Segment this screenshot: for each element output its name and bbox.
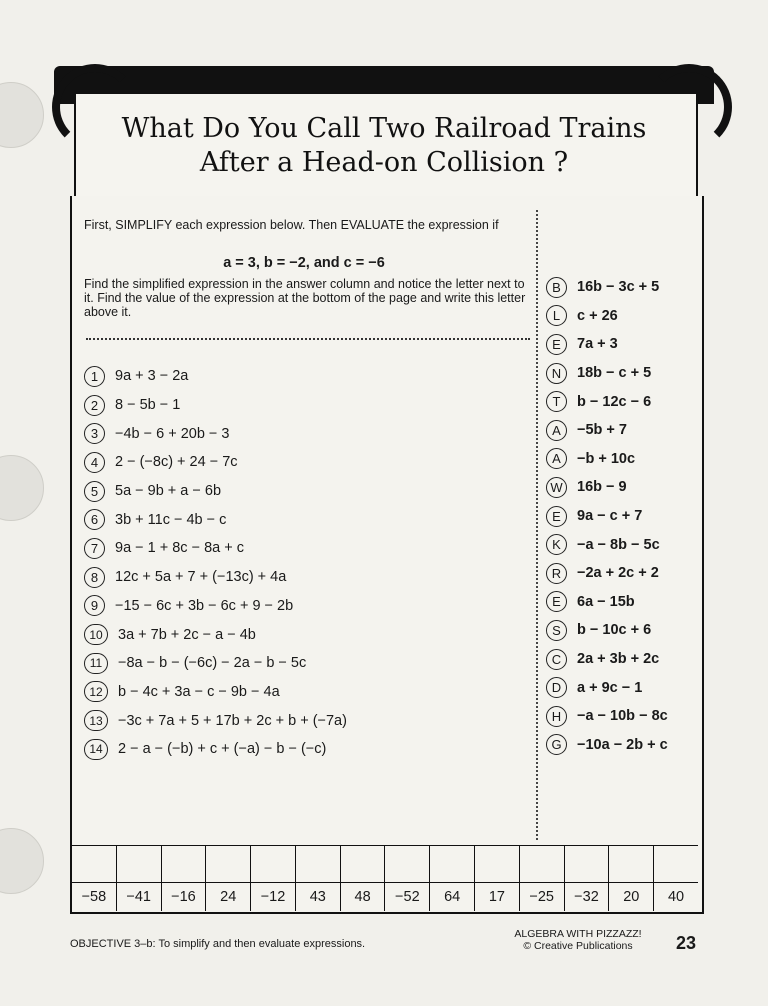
answer-row (546, 330, 706, 359)
answer-cell (117, 845, 162, 911)
variable-values: a = 3, b = −2, and c = −6 (223, 255, 385, 271)
problem-number: 13 (84, 710, 108, 731)
problem-row (84, 706, 534, 735)
answer-cell (565, 845, 610, 911)
problem-row (84, 620, 534, 649)
answer-expression: −10a − 2b + c (577, 736, 668, 753)
answer-letter: B (546, 277, 567, 298)
answer-letter: G (546, 734, 567, 755)
letter-blank[interactable] (296, 845, 340, 883)
answer-cell (475, 845, 520, 911)
problem-row (84, 563, 534, 592)
answer-row (546, 588, 706, 617)
copyright: © Creative Publications (523, 940, 633, 952)
problem-expression: 5a − 9b + a − 6b (115, 483, 222, 500)
answer-cell (206, 845, 251, 911)
problem-number: 9 (84, 595, 105, 616)
answer-expression: 16b − 3c + 5 (577, 279, 660, 296)
answer-row (546, 387, 706, 416)
letter-blank[interactable] (72, 845, 116, 883)
answer-expression: 9a − c + 7 (577, 508, 643, 525)
answer-letter: H (546, 706, 567, 727)
problem-number: 11 (84, 653, 108, 674)
letter-blank[interactable] (565, 845, 609, 883)
answer-cell (385, 845, 430, 911)
problem-list (84, 362, 534, 764)
problem-expression: −4b − 6 + 20b − 3 (115, 425, 230, 442)
problem-row (84, 362, 534, 391)
answer-letter: C (546, 649, 567, 670)
answer-letter: S (546, 620, 567, 641)
answer-expression: −a − 8b − 5c (577, 536, 660, 553)
answer-cell (72, 845, 117, 911)
answer-row (546, 445, 706, 474)
answer-cell (430, 845, 475, 911)
answer-cell (251, 845, 296, 911)
letter-blank[interactable] (162, 845, 206, 883)
problem-expression: 2 − (−8c) + 24 − 7c (115, 454, 238, 471)
answer-value: −58 (81, 889, 107, 905)
answer-row (546, 273, 706, 302)
answer-row (546, 702, 706, 731)
title-line-1: What Do You Call Two Railroad Trains (121, 113, 647, 144)
answer-row (546, 645, 706, 674)
answer-letter: W (546, 477, 567, 498)
answer-expression: −5b + 7 (577, 422, 627, 439)
answer-expression: b − 10c + 6 (577, 622, 652, 639)
problem-number: 7 (84, 538, 105, 559)
answer-value: 64 (444, 889, 461, 905)
problem-expression: 12c + 5a + 7 + (−13c) + 4a (115, 569, 287, 586)
answer-expression: 18b − c + 5 (577, 365, 652, 382)
problem-row (84, 678, 534, 707)
answer-cell (654, 845, 698, 911)
problem-row (84, 448, 534, 477)
answer-letter: E (546, 591, 567, 612)
answer-expression: −2a + 2c + 2 (577, 565, 659, 582)
answer-row (546, 673, 706, 702)
answer-value: 17 (488, 889, 505, 905)
answer-value: −32 (574, 889, 599, 905)
problem-expression: 9a − 1 + 8c − 8a + c (115, 540, 244, 557)
answer-value: −41 (126, 889, 151, 905)
answer-column (546, 273, 706, 759)
page-number: 23 (676, 933, 697, 953)
problem-expression: −8a − b − (−6c) − 2a − b − 5c (118, 655, 307, 672)
answer-grid (72, 845, 698, 911)
answer-row (546, 502, 706, 531)
problem-expression: −15 − 6c + 3b − 6c + 9 − 2b (115, 597, 294, 614)
answer-value: 48 (354, 889, 371, 905)
answer-row (546, 731, 706, 760)
problem-expression: 2 − a − (−b) + c + (−a) − b − (−c) (118, 741, 327, 758)
problem-expression: b − 4c + 3a − c − 9b − 4a (118, 683, 280, 700)
problem-expression: −3c + 7a + 5 + 17b + 2c + b + (−7a) (118, 712, 347, 729)
problem-row (84, 419, 534, 448)
letter-blank[interactable] (520, 845, 564, 883)
answer-row (546, 616, 706, 645)
letter-blank[interactable] (117, 845, 161, 883)
answer-cell (162, 845, 207, 911)
answer-cell (296, 845, 341, 911)
answer-value: −12 (260, 889, 286, 905)
problem-number: 1 (84, 366, 105, 387)
answer-row (546, 473, 706, 502)
instructions-part1: First, SIMPLIFY each expression below. Then EVALUATE the expression if (84, 218, 499, 232)
answer-expression: 6a − 15b (577, 593, 635, 610)
answer-letter: A (546, 420, 567, 441)
answer-expression: 7a + 3 (577, 336, 618, 353)
problem-number: 3 (84, 423, 105, 444)
problem-row (84, 592, 534, 621)
divider-line (86, 332, 530, 340)
answer-letter: D (546, 677, 567, 698)
answer-row (546, 530, 706, 559)
problem-number: 10 (84, 624, 108, 645)
problem-expression: 3a + 7b + 2c − a − 4b (118, 626, 256, 643)
answer-expression: b − 12c − 6 (577, 393, 652, 410)
answer-letter: N (546, 363, 567, 384)
answer-expression: 2a + 3b + 2c (577, 651, 660, 668)
problem-row (84, 534, 534, 563)
answer-value: 20 (623, 889, 640, 905)
problem-expression: 3b + 11c − 4b − c (115, 511, 227, 528)
answer-value: 40 (667, 889, 685, 905)
answer-letter: L (546, 305, 567, 326)
instructions-part2: Find the simplified expression in the answer column and notice the letter next to it. Find the value of the expression at the bottom of the page and write this letter above it. (84, 277, 526, 319)
letter-blank[interactable] (475, 845, 519, 883)
problem-expression: 8 − 5b − 1 (115, 397, 181, 414)
book-credit (472, 928, 684, 952)
problem-number: 5 (84, 481, 105, 502)
answer-cell (520, 845, 565, 911)
problem-row (84, 391, 534, 420)
answer-row (546, 559, 706, 588)
problem-number: 12 (84, 681, 108, 702)
book-title: ALGEBRA WITH PIZZAZZ! (514, 928, 642, 940)
answer-row (546, 359, 706, 388)
answer-expression: −a − 10b − 8c (577, 708, 668, 725)
answer-letter: K (546, 534, 567, 555)
answer-row (546, 302, 706, 331)
answer-expression: c + 26 (577, 307, 618, 324)
letter-blank[interactable] (251, 845, 295, 883)
objective-text: OBJECTIVE 3–b: To simplify and then evaluate expressions. (70, 938, 366, 950)
answer-expression: 16b − 9 (577, 479, 627, 496)
page-title (74, 112, 694, 180)
problem-row (84, 649, 534, 678)
answer-value: −16 (171, 889, 196, 905)
answer-letter: E (546, 506, 567, 527)
answer-expression: a + 9c − 1 (577, 679, 643, 696)
answer-letter: R (546, 563, 567, 584)
answer-row (546, 416, 706, 445)
letter-blank[interactable] (206, 845, 250, 883)
answer-value: −25 (529, 889, 554, 905)
problem-row (84, 735, 534, 764)
problem-row (84, 477, 534, 506)
answer-expression: −b + 10c (577, 450, 636, 467)
letter-blank[interactable] (341, 845, 385, 883)
answer-value: 43 (309, 889, 326, 905)
answer-letter: A (546, 448, 567, 469)
answer-value: 24 (220, 889, 237, 905)
answer-cell (341, 845, 386, 911)
letter-blank[interactable] (654, 845, 698, 883)
title-line-2: After a Head-on Collision ? (199, 147, 569, 178)
problem-number: 2 (84, 395, 105, 416)
problem-expression: 9a + 3 − 2a (115, 368, 189, 385)
answer-value: −52 (395, 889, 420, 905)
problem-number: 6 (84, 509, 105, 530)
problem-number: 14 (84, 739, 108, 760)
problem-row (84, 505, 534, 534)
problem-number: 8 (84, 567, 105, 588)
answer-cell (609, 845, 654, 911)
letter-blank[interactable] (385, 845, 429, 883)
letter-blank[interactable] (430, 845, 474, 883)
column-divider (536, 210, 538, 840)
answer-letter: T (546, 391, 567, 412)
letter-blank[interactable] (609, 845, 653, 883)
problem-number: 4 (84, 452, 105, 473)
answer-letter: E (546, 334, 567, 355)
